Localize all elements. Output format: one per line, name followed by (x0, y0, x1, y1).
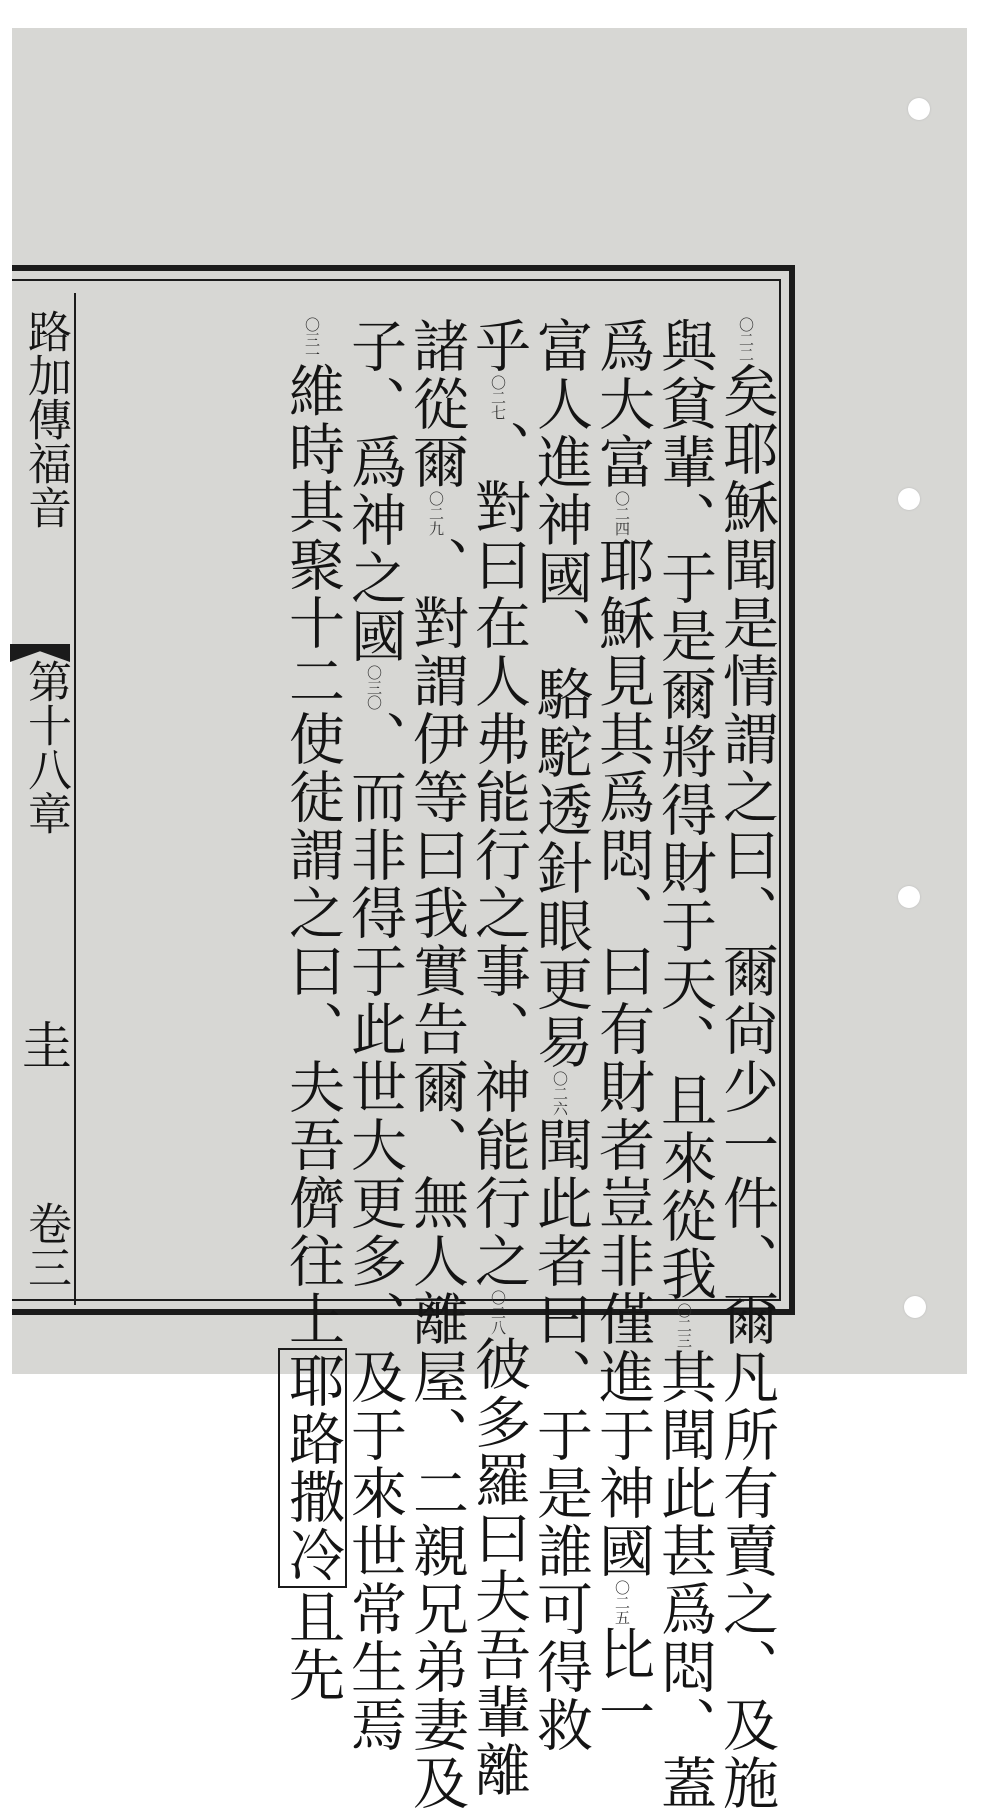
text-run: 諸從爾 (404, 317, 469, 491)
verse-number: 〇二三 (675, 1303, 693, 1348)
text-run: 耶穌見其爲悶 (590, 536, 655, 884)
text-run: 與貧輩 (652, 317, 717, 491)
punctuation-mark: 、 (652, 1013, 717, 1071)
punctuation-mark: 、 (342, 710, 407, 768)
text-run: 且來從我 (652, 1071, 717, 1303)
text-frame (12, 265, 795, 1812)
verse-number: 〇二七 (489, 375, 507, 420)
volume-label: 卷三 (20, 1201, 71, 1289)
text-run: 富人進神國 (528, 317, 593, 607)
punctuation-mark: 、 (404, 536, 469, 594)
text-run: 子 (342, 317, 407, 375)
text-run: 矣耶穌聞是情謂之曰 (714, 362, 779, 884)
text-run: 蓋 (652, 1754, 717, 1812)
punctuation-mark: 、 (280, 1000, 345, 1058)
binder-hole-3 (898, 886, 920, 908)
text-run: 爾尙少一件 (714, 942, 779, 1232)
text-run: 及于來世常生焉 (342, 1348, 407, 1754)
text-run: 對曰在人弗能行之事 (466, 478, 531, 1000)
place-name-box: 耶路撒冷 (278, 1348, 347, 1588)
text-column (528, 317, 593, 1754)
punctuation-mark: 、 (404, 1406, 469, 1464)
binder-hole-1 (908, 98, 930, 120)
punctuation-mark: 、 (714, 1638, 779, 1696)
verse-number: 〇三〇 (365, 665, 383, 710)
text-column (342, 317, 407, 1754)
text-column (714, 317, 779, 1812)
punctuation-mark: 、 (466, 1000, 531, 1058)
text-run: 無人離屋 (404, 1174, 469, 1406)
punctuation-mark: 、 (342, 1290, 407, 1348)
text-run: 而非得于此世大更多 (342, 768, 407, 1290)
margin-column (16, 289, 70, 1309)
punctuation-mark: 、 (528, 1348, 593, 1406)
gutter-line (74, 293, 76, 1305)
punctuation-mark: 、 (590, 884, 655, 942)
punctuation-mark: 、 (342, 375, 407, 433)
punctuation-mark: 、 (652, 1696, 717, 1754)
text-run: 彼多羅曰夫吾輩離 (466, 1335, 531, 1799)
punctuation-mark: 、 (466, 420, 531, 478)
text-column (404, 317, 469, 1812)
punctuation-mark: 、 (404, 1116, 469, 1174)
chapter-label: 第十八章 (20, 659, 71, 835)
text-column (466, 317, 531, 1799)
text-run: 神能行之 (466, 1058, 531, 1290)
text-run: 曰有財者豈非僅進于神國 (590, 942, 655, 1580)
text-run: 于是爾將得財于天 (652, 549, 717, 1013)
text-run: 爲大富 (590, 317, 655, 491)
verse-number: 〇二五 (613, 1580, 631, 1625)
verse-number: 〇二四 (613, 491, 631, 536)
leaf-number: 圭 (14, 1019, 72, 1069)
text-run: 及施 (714, 1696, 779, 1812)
text-run: 聞此者曰 (528, 1116, 593, 1348)
binder-hole-4 (904, 1296, 926, 1318)
text-run: 維時其聚十二使徒謂之曰 (280, 362, 345, 1000)
text-frame-inner (12, 279, 781, 1812)
verse-number: 〇二八 (489, 1290, 507, 1335)
text-run: 駱駝透針眼更易 (528, 665, 593, 1071)
book-title: 路加傳福音 (20, 309, 71, 529)
text-run: 爾凡所有賣之 (714, 1290, 779, 1638)
punctuation-mark: 、 (714, 884, 779, 942)
page-sheet (12, 28, 967, 1812)
binder-hole-2 (898, 488, 920, 510)
verse-number: 〇二九 (427, 491, 445, 536)
punctuation-mark: 、 (714, 1232, 779, 1290)
body-text (87, 317, 779, 1812)
text-column (652, 317, 717, 1812)
text-run: 于是誰可得救 (528, 1406, 593, 1754)
text-column (590, 317, 655, 1741)
text-run: 對謂伊等曰我實告爾 (404, 594, 469, 1116)
text-run: 其聞此甚爲悶 (652, 1348, 717, 1696)
punctuation-mark: 、 (652, 491, 717, 549)
verse-number: 〇三一 (303, 317, 321, 362)
text-run: 二親兄弟妻及 (404, 1464, 469, 1812)
text-run: 夫吾儕往上 (280, 1058, 345, 1348)
text-run: 爲神之國 (342, 433, 407, 665)
verse-number: 〇二二 (737, 317, 755, 362)
text-run: 乎 (466, 317, 531, 375)
punctuation-mark: 、 (528, 607, 593, 665)
text-run: 比一 (590, 1625, 655, 1741)
text-column (280, 317, 345, 1704)
text-run: 且先 (280, 1588, 345, 1704)
verse-number: 〇二六 (551, 1071, 569, 1116)
